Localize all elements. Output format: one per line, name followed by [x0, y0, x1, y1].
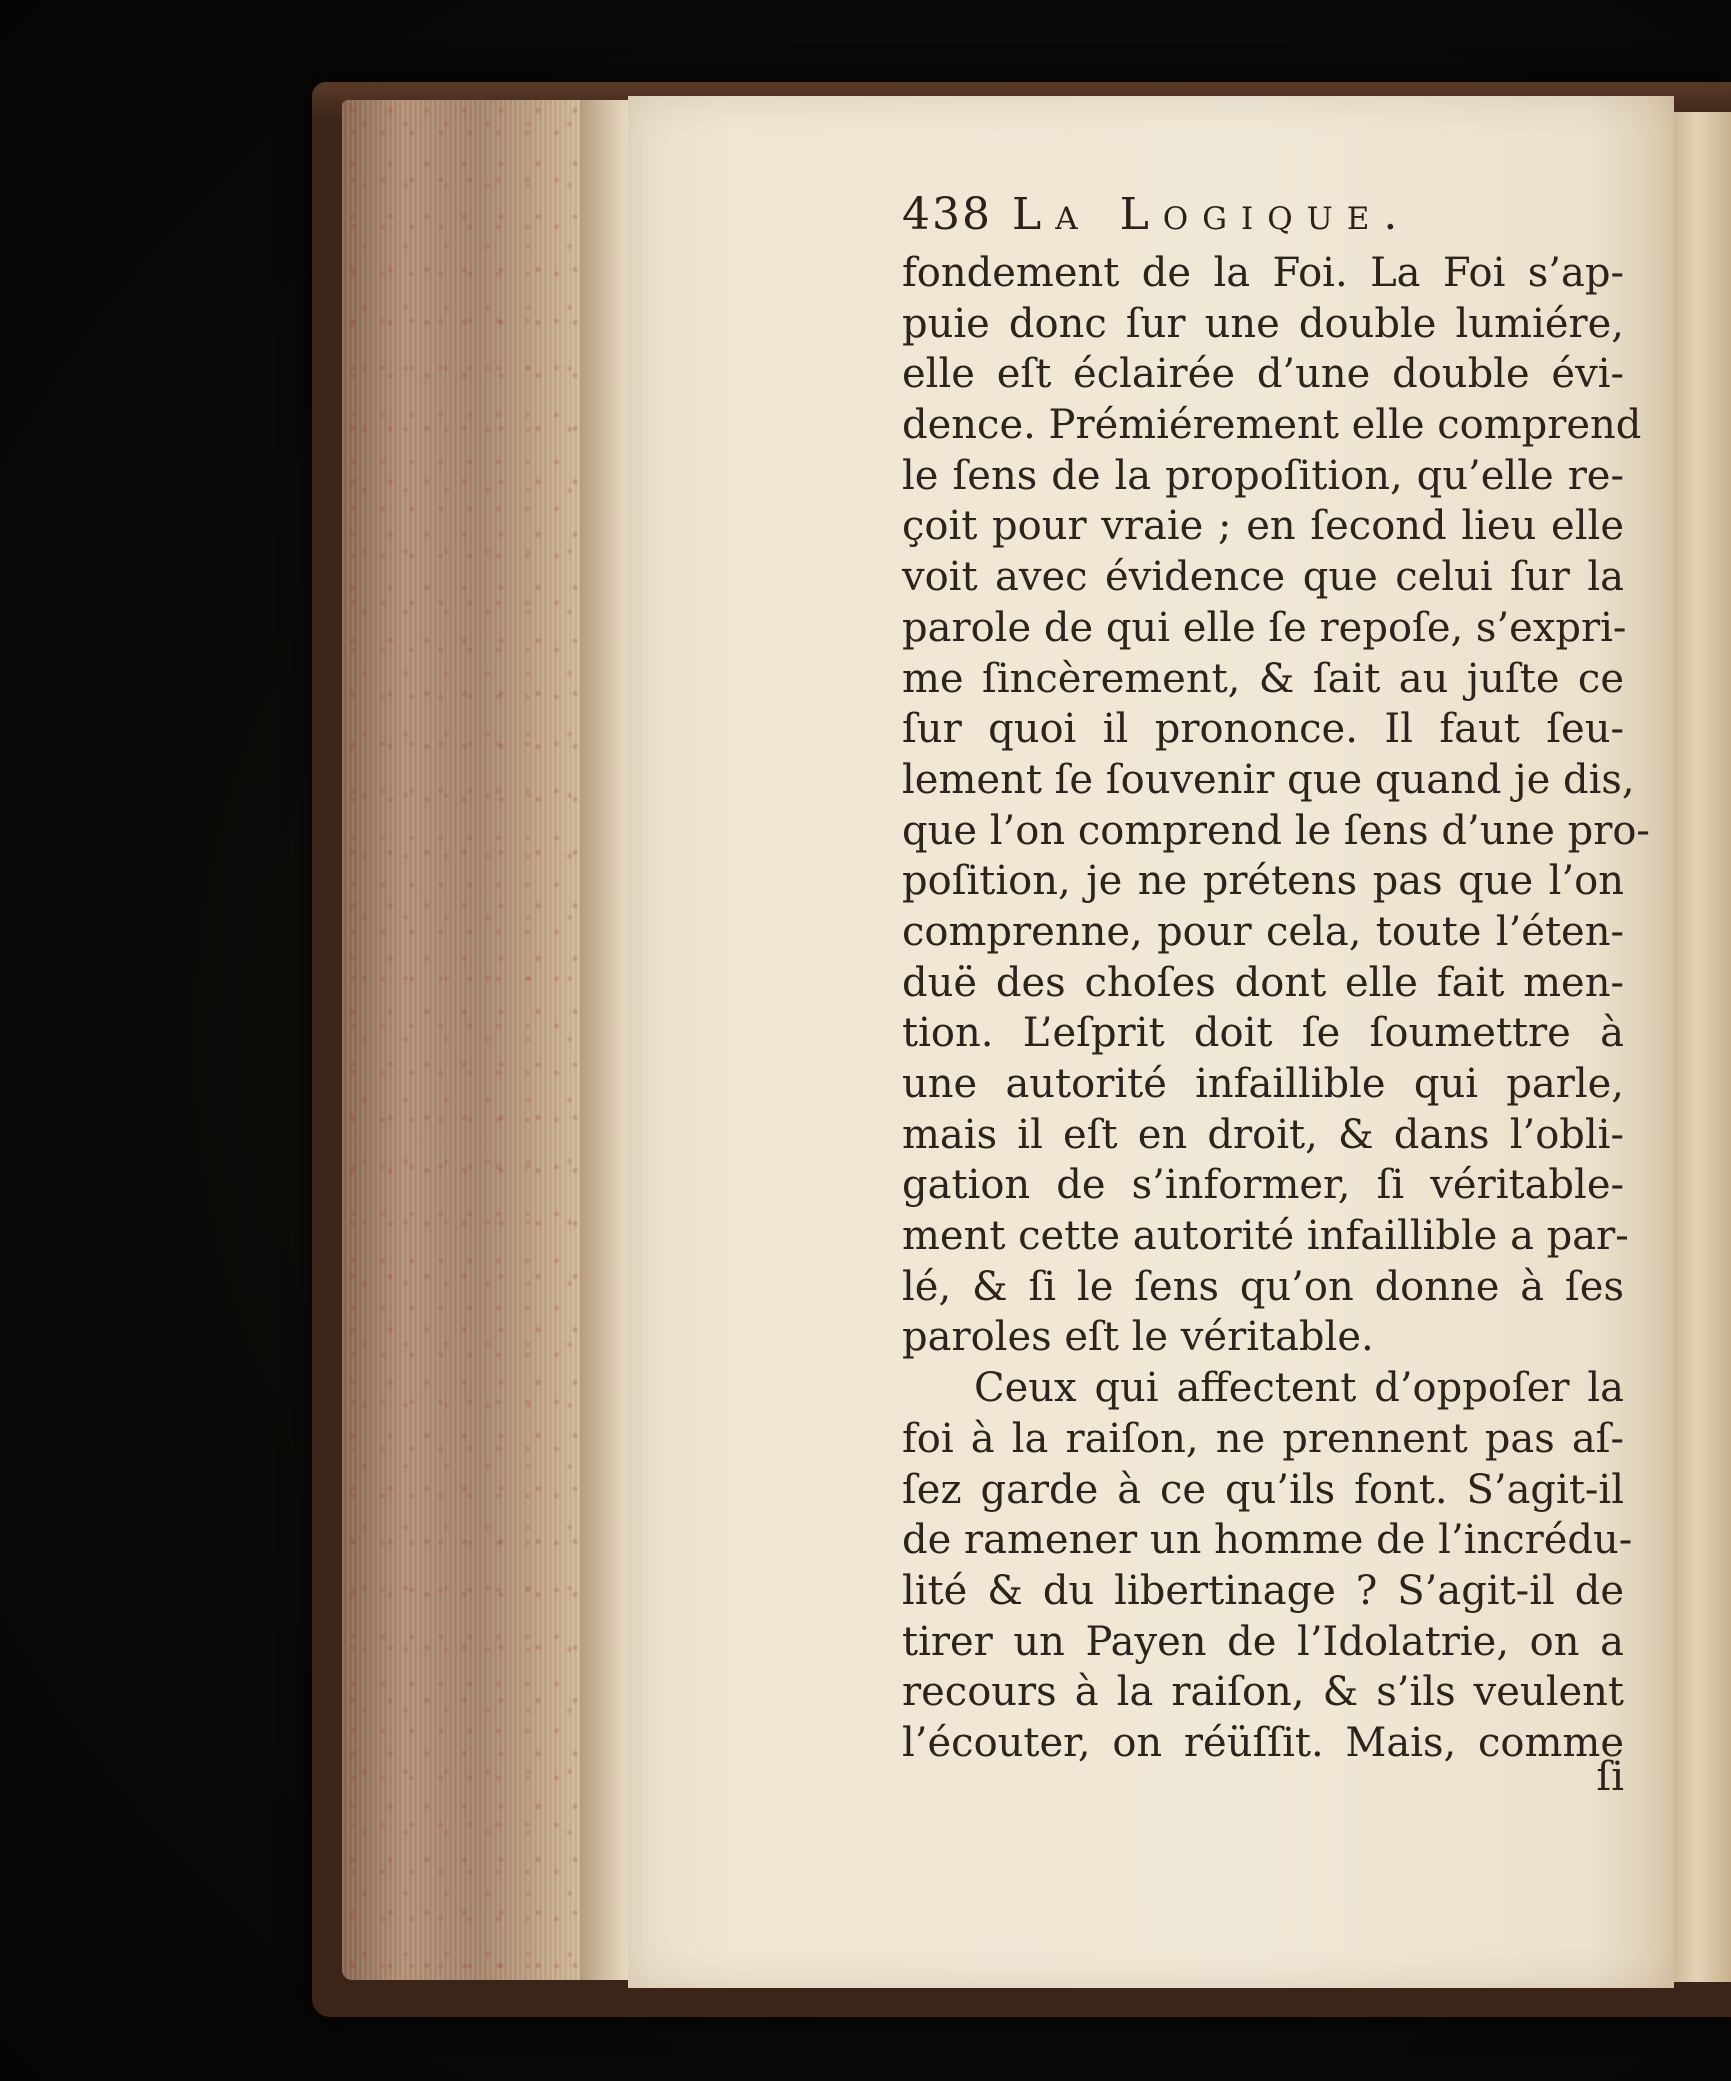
text-line: lé, & ſi le ſens qu’on donne à ſes	[902, 1263, 1624, 1310]
page-number: 438	[902, 188, 992, 240]
text-line: foi à la raiſon, ne prennent pas aſ-	[902, 1415, 1624, 1462]
text-line: elle eſt éclairée d’une double évi-	[902, 351, 1624, 398]
text-line: une autorité infaillible qui parle,	[902, 1061, 1624, 1107]
text-line: de ramener un homme de l’incrédu-	[902, 1517, 1633, 1564]
text-line: dence. Prémiérement elle comprend	[902, 402, 1642, 449]
text-line: Ceux qui affectent d’oppoſer la	[974, 1365, 1624, 1412]
text-line: lement ſe ſouvenir que quand je dis,	[902, 756, 1635, 803]
text-line: çoit pour vraie ; en ſecond lieu elle	[902, 503, 1624, 550]
text-line: tirer un Payen de l’Idolatrie, on a	[902, 1618, 1624, 1665]
text-line: parole de qui elle ſe repoſe, s’expri-	[902, 604, 1627, 651]
text-line: lité & du libertinage ? S’agit-il de	[902, 1567, 1624, 1614]
text-line: ſur quoi il prononce. Il faut ſeu-	[902, 706, 1624, 753]
text-line: poſition, je ne prétens pas que l’on	[902, 858, 1624, 905]
text-line: recours à la raiſon, & s’ils veulent	[902, 1669, 1624, 1716]
text-line: que l’on comprend le ſens d’une pro-	[902, 807, 1650, 854]
running-title: La Logique.	[1012, 188, 1412, 240]
text-line: mais il eſt en droit, & dans l’obli-	[902, 1111, 1624, 1158]
catchword: ſi	[1596, 1754, 1624, 1800]
facing-page-edge	[1674, 112, 1731, 1982]
text-line: puie donc ſur une double lumiére,	[902, 300, 1624, 347]
text-line: fondement de la Foi. La Foi s’ap-	[902, 250, 1624, 296]
text-line: gation de s’informer, ſi véritable-	[902, 1162, 1624, 1209]
text-line: paroles eſt le véritable.	[902, 1314, 1374, 1361]
text-line: le ſens de la propoſition, qu’elle re-	[902, 452, 1624, 499]
text-line: tion. L’eſprit doit ſe ſoumettre à	[902, 1010, 1624, 1057]
page-body-text	[902, 248, 1650, 1769]
text-line: ment cette autorité infaillible a par-	[902, 1213, 1629, 1260]
text-line: duë des choſes dont elle fait men-	[902, 959, 1624, 1006]
text-line: me ſincèrement, & ſait au juſte ce	[902, 655, 1624, 702]
text-line: voit avec évidence que celui ſur la	[902, 554, 1624, 601]
page-header	[902, 188, 1472, 240]
text-line: l’écouter, on réüſſit. Mais, comme	[902, 1719, 1624, 1766]
text-line: ſez garde à ce qu’ils font. S’agit-il	[902, 1466, 1624, 1513]
text-line: comprenne, pour cela, toute l’éten-	[902, 908, 1624, 955]
page-block-fore-edge	[342, 100, 590, 1980]
